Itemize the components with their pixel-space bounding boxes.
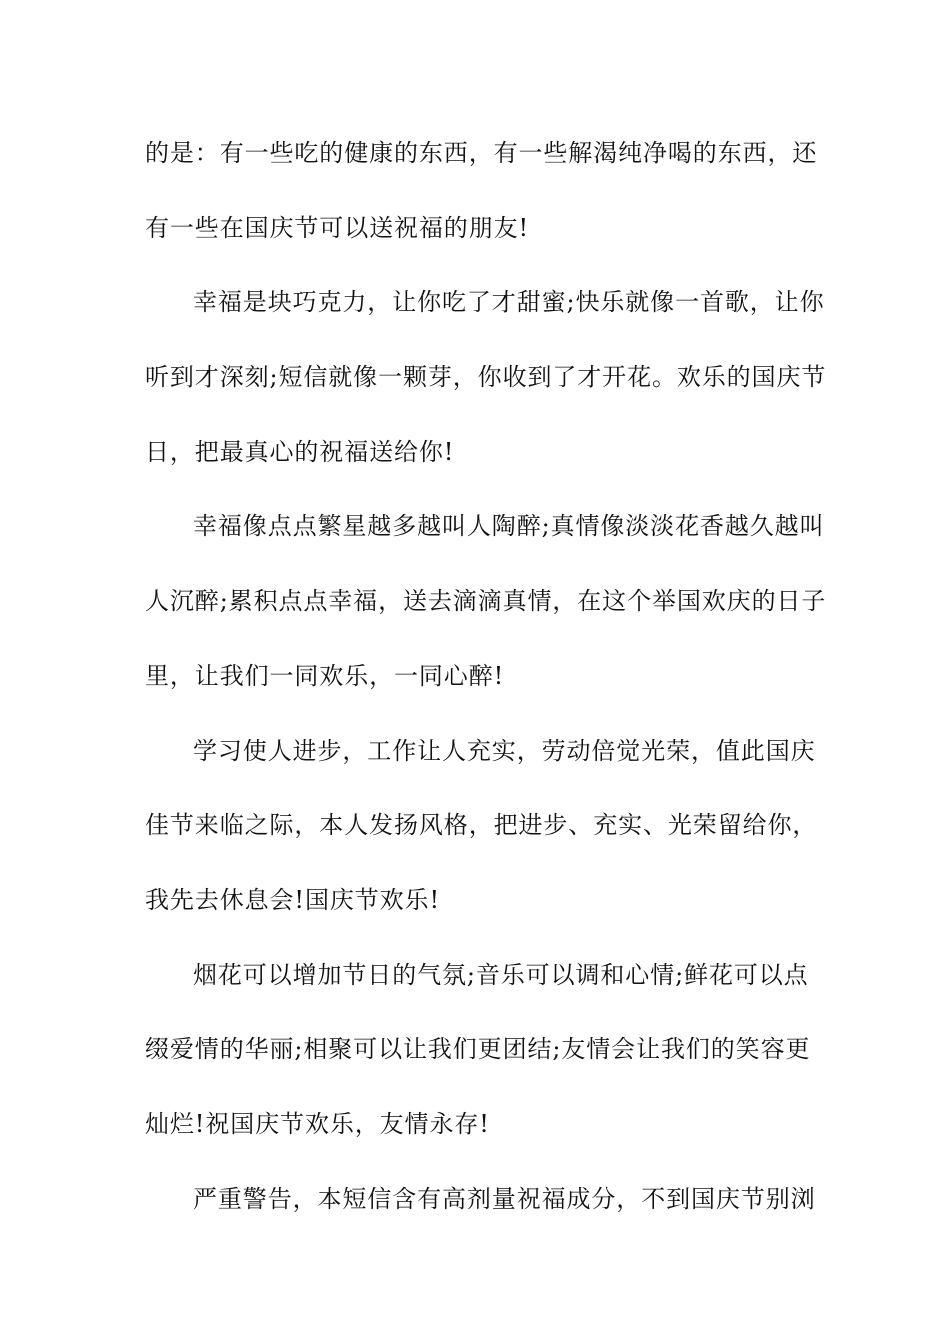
text-line: 幸福像点点繁星越多越叫人陶醉;真情像淡淡花香越久越叫 — [193, 512, 825, 541]
document-body — [145, 128, 827, 1248]
text-line: 里，让我们一同欢乐，一同心醉! — [145, 661, 505, 690]
text-line: 学习使人进步，工作让人充实，劳动倍觉光荣，值此国庆 — [193, 736, 816, 765]
text-line: 人沉醉;累积点点幸福，送去滴滴真情，在这个举国欢庆的日子 — [145, 587, 827, 616]
text-line: 烟花可以增加节日的气氛;音乐可以调和心情;鲜花可以点 — [193, 960, 809, 989]
text-line: 幸福是块巧克力，让你吃了才甜蜜;快乐就像一首歌，让你 — [193, 288, 825, 317]
text-line: 的是：有一些吃的健康的东西，有一些解渴纯净喝的东西，还 — [145, 139, 818, 167]
text-line: 灿烂!祝国庆节欢乐，友情永存! — [145, 1109, 490, 1138]
text-line: 佳节来临之际，本人发扬风格，把进步、充实、光荣留给你， — [145, 811, 818, 840]
text-line: 严重警告，本短信含有高剂量祝福成分，不到国庆节别浏 — [193, 1184, 816, 1213]
text-line: 有一些在国庆节可以送祝福的朋友! — [145, 213, 530, 242]
text-line: 听到才深刻;短信就像一颗芽，你收到了才开花。欢乐的国庆节 — [145, 363, 827, 392]
text-line: 缀爱情的华丽;相聚可以让我们更团结;友情会让我们的笑容更 — [145, 1035, 811, 1064]
text-line: 日，把最真心的祝福送给你! — [145, 437, 455, 466]
text-line: 我先去休息会!国庆节欢乐! — [145, 885, 440, 914]
